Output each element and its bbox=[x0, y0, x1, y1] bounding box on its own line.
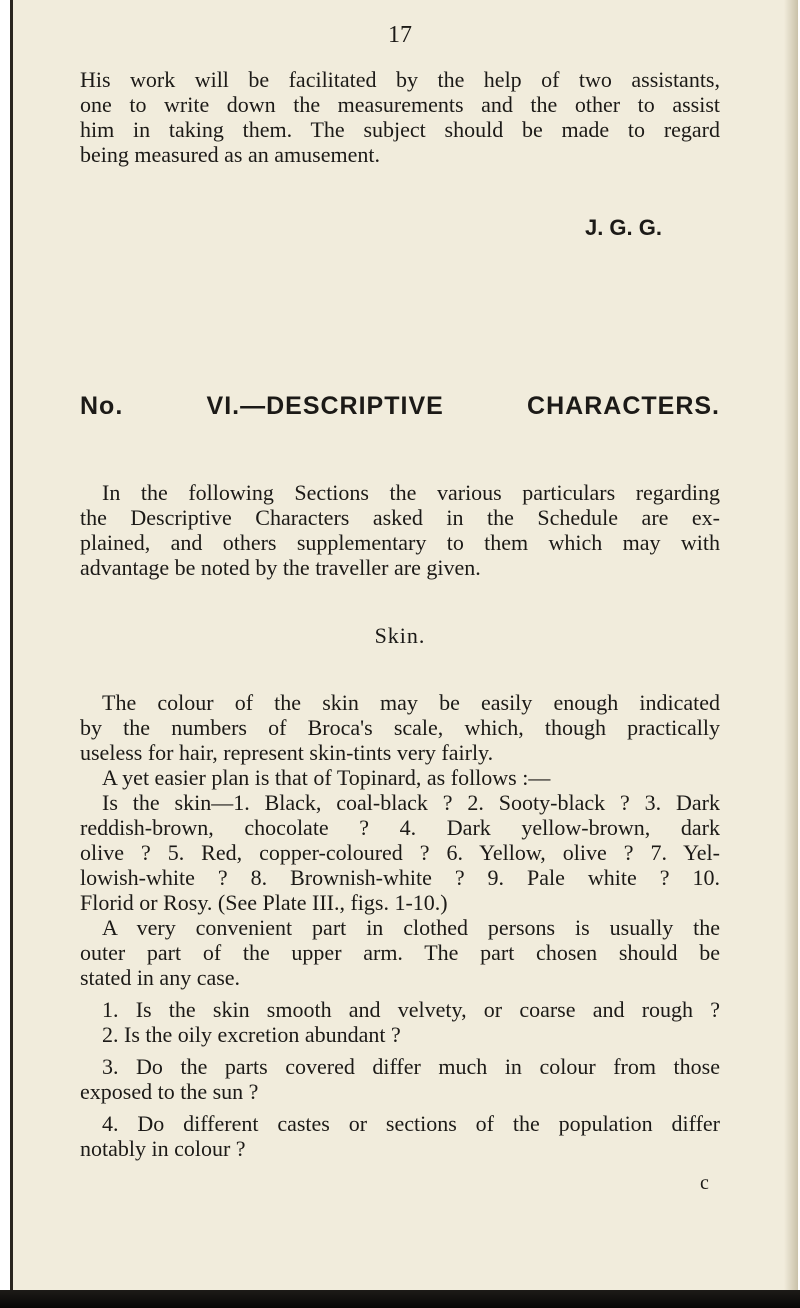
skin-line-2: by the numbers of Broca's scale, which, though practically bbox=[80, 715, 720, 740]
section-intro-line-2: the Descriptive Characters asked in the Schedule are ex- bbox=[80, 505, 720, 530]
skin-line-3: useless for hair, represent skin-tints very fairly. bbox=[80, 740, 494, 765]
intro-line-1: His work will be facilitated by the help of two assistants, bbox=[80, 67, 720, 92]
question-4-continued: notably in colour ? bbox=[80, 1136, 246, 1161]
question-4: 4. Do different castes or sections of the population differ bbox=[102, 1111, 720, 1136]
question-3-continued: exposed to the sun ? bbox=[80, 1079, 259, 1104]
section-heading: No. VI.—DESCRIPTIVE CHARACTERS. bbox=[80, 392, 720, 420]
page-number: 17 bbox=[388, 22, 412, 48]
skin-line-9: Florid or Rosy. (See Plate III., figs. 1-10.) bbox=[80, 890, 448, 915]
section-intro-line-4: advantage be noted by the traveller are given. bbox=[80, 555, 481, 580]
skin-line-10: A very convenient part in clothed persons is usually the bbox=[102, 915, 720, 940]
intro-line-2: one to write down the measurements and the other to assist bbox=[80, 92, 720, 117]
skin-line-7: olive ? 5. Red, copper-coloured ? 6. Yellow, olive ? 7. Yel- bbox=[80, 840, 720, 865]
printer-signature-mark: c bbox=[700, 1172, 709, 1194]
question-1: 1. Is the skin smooth and velvety, or coarse and rough ? bbox=[102, 997, 720, 1022]
scan-bottom-edge bbox=[0, 1290, 800, 1308]
skin-line-11: outer part of the upper arm. The part chosen should be bbox=[80, 940, 720, 965]
section-intro-line-3: plained, and others supplementary to them which may with bbox=[80, 530, 720, 555]
skin-line-8: lowish-white ? 8. Brownish-white ? 9. Pale white ? 10. bbox=[80, 865, 720, 890]
section-intro-line-1: In the following Sections the various particulars regarding bbox=[102, 480, 720, 505]
intro-line-3: him in taking them. The subject should be made to regard bbox=[80, 117, 720, 142]
question-2: 2. Is the oily excretion abundant ? bbox=[102, 1022, 401, 1047]
skin-line-5: Is the skin—1. Black, coal-black ? 2. Sooty-black ? 3. Dark bbox=[102, 790, 720, 815]
intro-line-4: being measured as an amusement. bbox=[80, 142, 380, 167]
question-3: 3. Do the parts covered differ much in colour from those bbox=[102, 1054, 720, 1079]
subheading-skin: Skin. bbox=[374, 623, 426, 648]
skin-line-4: A yet easier plan is that of Topinard, as follows :— bbox=[102, 765, 551, 790]
skin-line-1: The colour of the skin may be easily enough indicated bbox=[102, 690, 720, 715]
skin-line-12: stated in any case. bbox=[80, 965, 241, 990]
skin-line-6: reddish-brown, chocolate ? 4. Dark yellow-brown, dark bbox=[80, 815, 720, 840]
author-signature: J. G. G. bbox=[584, 215, 662, 240]
